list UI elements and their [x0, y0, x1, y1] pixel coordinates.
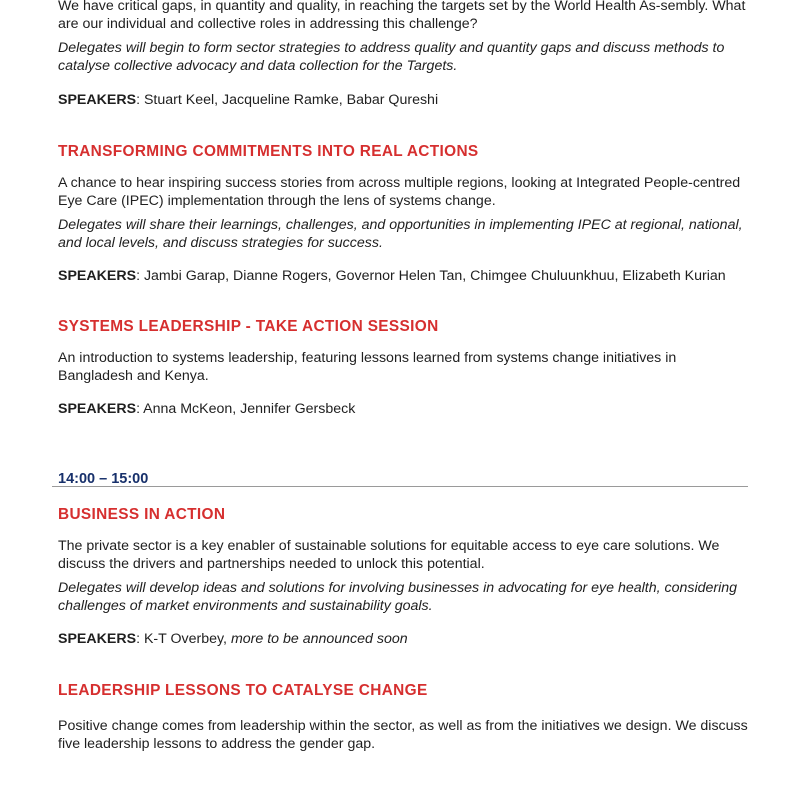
session-delegates-note: Delegates will develop ideas and solutions for involving businesses in advocating for eye health, considering challenges of market environments and sustainability goals.: [58, 580, 738, 614]
speakers-list: : Anna McKeon, Jennifer Gersbeck: [136, 401, 356, 417]
session-delegates-note: Delegates will share their learnings, challenges, and opportunities in implementing IPEC at regional, national, and local levels, and discuss strategies for success.: [58, 217, 743, 251]
session-speakers: [58, 267, 748, 285]
session-description: An introduction to systems leadership, featuring lessons learned from systems change initiatives in Bangladesh and Kenya.: [58, 350, 677, 384]
session-description: We have critical gaps, in quantity and quality, in reaching the targets set by the World Health As-sembly. What are our individual and collective roles in addressing this challenge?: [58, 0, 746, 32]
programme-page: [58, 0, 748, 753]
speakers-list: : Stuart Keel, Jacqueline Ramke, Babar Qureshi: [136, 92, 439, 108]
speakers-label: SPEAKERS: [58, 631, 137, 647]
session-title: BUSINESS IN ACTION: [58, 506, 226, 523]
session-title: TRANSFORMING COMMITMENTS INTO REAL ACTIONS: [58, 143, 479, 160]
speakers-label: SPEAKERS: [58, 268, 137, 284]
time-slot: 14:00 – 15:00: [58, 471, 149, 487]
session-description: A chance to hear inspiring success stories from across multiple regions, looking at Integrated People-centred Eye Care (IPEC) implementation through the lens of systems change.: [58, 175, 741, 209]
speakers-note: more to be announced soon: [230, 631, 408, 647]
section-divider: [52, 486, 748, 487]
speakers-label: SPEAKERS: [58, 92, 137, 108]
session-speakers: [58, 400, 748, 418]
session-title: SYSTEMS LEADERSHIP - TAKE ACTION SESSION: [58, 318, 439, 335]
speakers-label: SPEAKERS: [58, 401, 137, 417]
session-speakers: [58, 91, 748, 109]
session-description: Positive change comes from leadership within the sector, as well as from the initiatives we design. We discuss five leadership lessons to address the gender gap.: [58, 718, 748, 752]
session-delegates-note: Delegates will begin to form sector strategies to address quality and quantity gaps and discuss methods to catalyse collective advocacy and data collection for the Targets.: [58, 40, 725, 74]
speakers-list: : K-T Overbey,: [136, 631, 231, 647]
session-description: The private sector is a key enabler of sustainable solutions for equitable access to eye care solutions. We discuss the drivers and partnerships needed to unlock this potential.: [58, 538, 720, 572]
speakers-list: : Jambi Garap, Dianne Rogers, Governor Helen Tan, Chimgee Chuluunkhuu, Elizabeth Kurian: [136, 268, 726, 284]
session-title: LEADERSHIP LESSONS TO CATALYSE CHANGE: [58, 682, 428, 699]
session-speakers: [58, 630, 748, 648]
